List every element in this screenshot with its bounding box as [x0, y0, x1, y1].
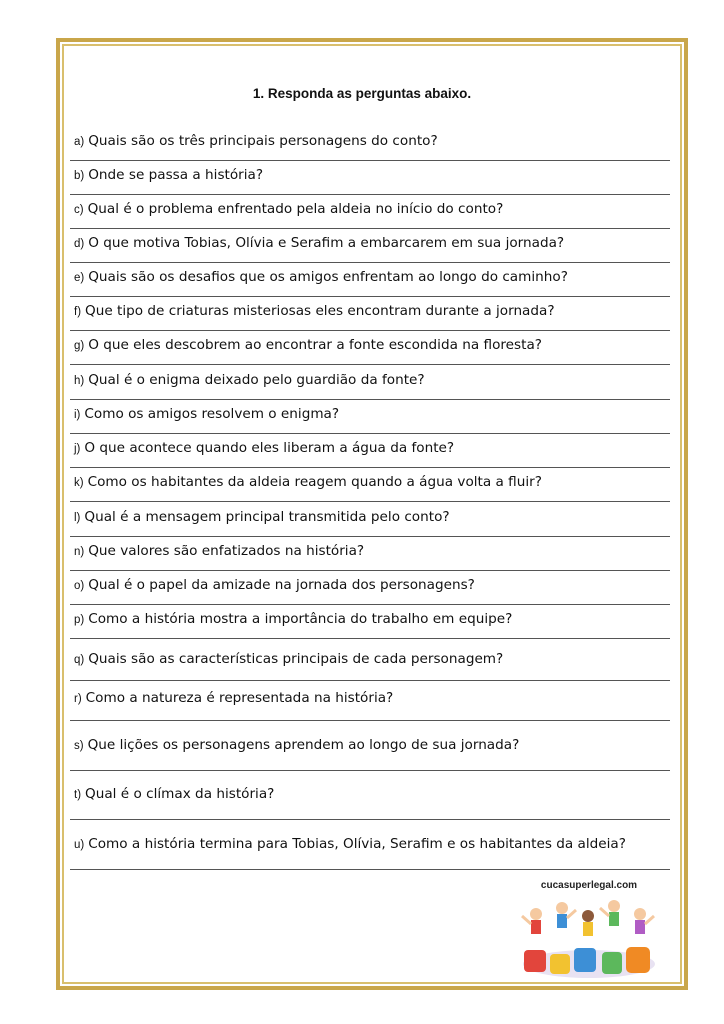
- answer-line[interactable]: [70, 399, 670, 400]
- question-text: Qual é o papel da amizade na jornada dos personagens?: [88, 577, 475, 593]
- question-text: Onde se passa a história?: [88, 167, 264, 183]
- question-item: [74, 690, 674, 707]
- question-letter: t): [74, 789, 82, 801]
- question-text: Qual é a mensagem principal transmitida pelo conto?: [84, 509, 450, 525]
- answer-line[interactable]: [70, 228, 670, 229]
- question-letter: q): [74, 654, 85, 666]
- question-item: [74, 651, 674, 668]
- children-playing-icon: [514, 892, 664, 984]
- question-item: [74, 737, 674, 754]
- question-text: Quais são os desafios que os amigos enfrentam ao longo do caminho?: [88, 269, 568, 285]
- question-text: O que acontece quando eles liberam a água da fonte?: [84, 440, 455, 456]
- question-item: [74, 201, 674, 218]
- worksheet-title: 1. Responda as perguntas abaixo.: [252, 86, 472, 101]
- answer-line[interactable]: [70, 262, 670, 263]
- question-letter: b): [74, 170, 85, 182]
- question-letter: k): [74, 477, 84, 489]
- answer-line[interactable]: [70, 501, 670, 502]
- answer-line[interactable]: [70, 160, 670, 161]
- question-item: [74, 133, 674, 150]
- question-letter: a): [74, 136, 85, 148]
- question-text: Como a natureza é representada na história?: [85, 690, 394, 706]
- answer-line[interactable]: [70, 536, 670, 537]
- question-letter: u): [74, 839, 85, 851]
- question-text: Como os amigos resolvem o enigma?: [84, 406, 340, 422]
- answer-line[interactable]: [70, 364, 670, 365]
- question-letter: f): [74, 306, 82, 318]
- question-item: [74, 543, 674, 560]
- question-item: [74, 577, 674, 594]
- question-item: [74, 786, 674, 803]
- site-logo: [514, 880, 664, 980]
- question-item: [74, 167, 674, 184]
- question-text: Qual é o problema enfrentado pela aldeia no início do conto?: [87, 201, 504, 217]
- question-letter: i): [74, 409, 81, 421]
- question-letter: j): [74, 443, 81, 455]
- question-letter: r): [74, 693, 82, 705]
- question-letter: h): [74, 375, 85, 387]
- question-item: [74, 303, 674, 320]
- question-text: Como a história mostra a importância do trabalho em equipe?: [88, 611, 513, 627]
- answer-line[interactable]: [70, 638, 670, 639]
- question-letter: n): [74, 546, 85, 558]
- answer-line[interactable]: [70, 680, 670, 681]
- question-text: Como a história termina para Tobias, Olívia, Serafim e os habitantes da aldeia?: [88, 836, 626, 852]
- question-text: O que motiva Tobias, Olívia e Serafim a embarcarem em sua jornada?: [88, 235, 565, 251]
- question-letter: o): [74, 580, 85, 592]
- question-letter: d): [74, 238, 85, 250]
- question-text: Qual é o clímax da história?: [85, 786, 275, 802]
- question-item: [74, 337, 674, 354]
- question-letter: s): [74, 740, 84, 752]
- question-item: [74, 406, 674, 423]
- answer-line[interactable]: [70, 433, 670, 434]
- question-text: Que lições os personagens aprendem ao longo de sua jornada?: [87, 737, 520, 753]
- question-letter: c): [74, 204, 84, 216]
- answer-line[interactable]: [70, 770, 670, 771]
- question-item: [74, 269, 674, 286]
- question-text: O que eles descobrem ao encontrar a fonte escondida na floresta?: [88, 337, 542, 353]
- question-text: Quais são os três principais personagens do conto?: [88, 133, 438, 149]
- question-item: [74, 836, 674, 853]
- question-item: [74, 509, 674, 526]
- question-letter: g): [74, 340, 85, 352]
- question-letter: l): [74, 512, 81, 524]
- answer-line[interactable]: [70, 720, 670, 721]
- question-item: [74, 235, 674, 252]
- question-text: Que tipo de criaturas misteriosas eles encontram durante a jornada?: [85, 303, 555, 319]
- question-text: Que valores são enfatizados na história?: [88, 543, 365, 559]
- answer-line[interactable]: [70, 467, 670, 468]
- answer-line[interactable]: [70, 604, 670, 605]
- question-text: Quais são as características principais de cada personagem?: [88, 651, 504, 667]
- question-letter: p): [74, 614, 85, 626]
- logo-text: cucasuperlegal.com: [540, 880, 638, 891]
- answer-line[interactable]: [70, 194, 670, 195]
- question-item: [74, 440, 674, 457]
- question-text: Como os habitantes da aldeia reagem quando a água volta a fluir?: [87, 474, 542, 490]
- answer-line[interactable]: [70, 570, 670, 571]
- answer-line[interactable]: [70, 330, 670, 331]
- answer-line[interactable]: [70, 869, 670, 870]
- question-item: [74, 372, 674, 389]
- answer-line[interactable]: [70, 296, 670, 297]
- question-letter: e): [74, 272, 85, 284]
- answer-line[interactable]: [70, 819, 670, 820]
- question-item: [74, 474, 674, 491]
- question-item: [74, 611, 674, 628]
- question-text: Qual é o enigma deixado pelo guardião da fonte?: [88, 372, 425, 388]
